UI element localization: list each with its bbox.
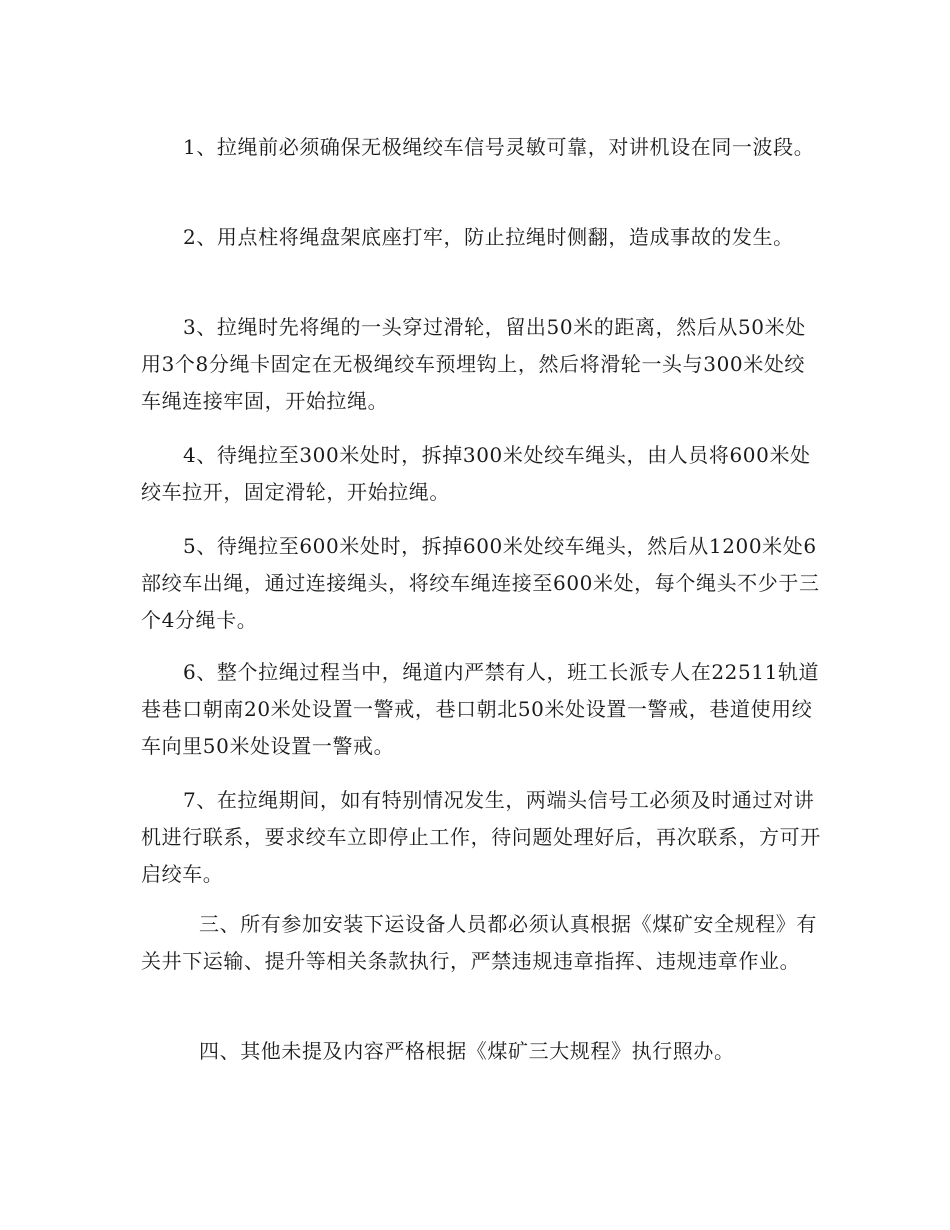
paragraph-step-3: 3、拉绳时先将绳的一头穿过滑轮，留出50米的距离，然后从50米处用3个8分绳卡固定在无极绳绞车预埋钩上，然后将滑轮一头与300米处绞车绳连接牢固，开始拉绳。 — [141, 315, 806, 413]
paragraph-step-1: 1、拉绳前必须确保无极绳绞车信号灵敏可靠，对讲机设在同一波段。 — [183, 135, 815, 159]
paragraph-step-2: 2、用点柱将绳盘架底座打牢，防止拉绳时侧翻，造成事故的发生。 — [183, 225, 794, 249]
paragraph-section-4: 四、其他未提及内容严格根据《煤矿三大规程》执行照办。 — [199, 1039, 735, 1063]
paragraph-step-5: 5、待绳拉至600米处时，拆掉600米处绞车绳头，然后从1200米处6部绞车出绳，通过连接绳头，将绞车绳连接至600米处，每个绳头不少于三个4分绳卡。 — [141, 534, 820, 632]
paragraph-step-6: 6、整个拉绳过程当中，绳道内严禁有人，班工长派专人在22511轨道巷巷口朝南20米处设置一警戒，巷口朝北50米处设置一警戒，巷道使用绞车向里50米处设置一警戒。 — [141, 660, 820, 758]
paragraph-step-4: 4、待绳拉至300米处时，拆掉300米处绞车绳头，由人员将600米处绞车拉开，固定滑轮，开始拉绳。 — [141, 443, 811, 504]
paragraph-section-3: 三、所有参加安装下运设备人员都必须认真根据《煤矿安全规程》有关井下运输、提升等相关条款执行，严禁违规违章指挥、违规违章作业。 — [141, 912, 817, 973]
paragraph-step-7: 7、在拉绳期间，如有特别情况发生，两端头信号工必须及时通过对讲机进行联系，要求绞车立即停止工作，待问题处理好后，再次联系，方可开启绞车。 — [141, 788, 821, 886]
